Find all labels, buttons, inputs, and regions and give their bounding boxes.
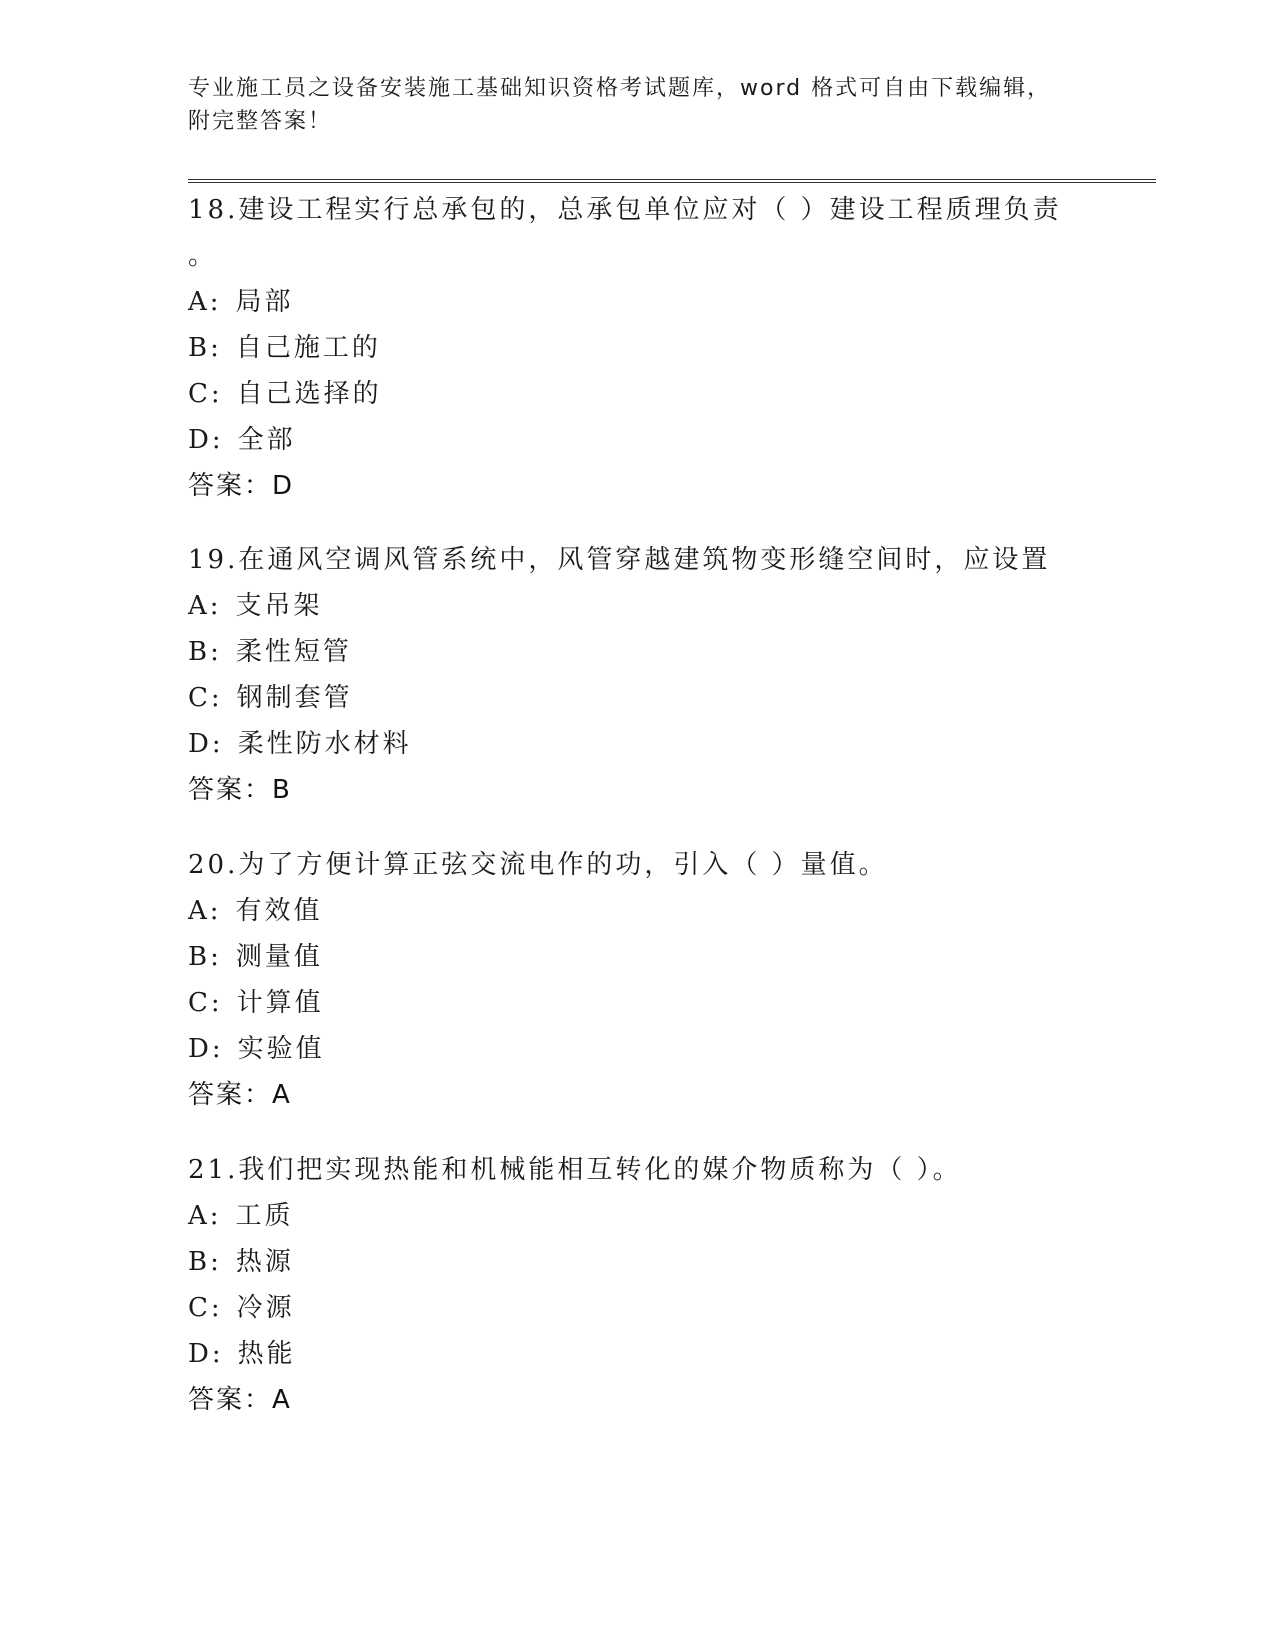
option-text: 支吊架 [235, 591, 323, 621]
option-d [188, 721, 1088, 767]
option-text: 实验值 [237, 1034, 325, 1064]
option-letter: A: [188, 287, 222, 317]
answer-label: 答案：A [188, 1080, 292, 1110]
option-letter: B: [188, 942, 222, 972]
option-letter: B: [188, 1247, 222, 1277]
option-letter: B: [188, 637, 222, 667]
option-d [188, 1331, 1088, 1377]
option-d [188, 417, 1088, 463]
question-stem: 18.建设工程实行总承包的，总承包单位应对（ ）建设工程质理负责 [188, 195, 1062, 225]
option-text: 热能 [237, 1339, 296, 1369]
option-text: 冷源 [236, 1293, 295, 1323]
question-21 [188, 1147, 1088, 1423]
question-stem: 21.我们把实现热能和机械能相互转化的媒介物质称为（ ）。 [188, 1155, 962, 1185]
option-letter: B: [188, 333, 222, 363]
option-letter: C: [188, 683, 223, 713]
option-letter: A: [188, 591, 222, 621]
option-letter: A: [188, 896, 222, 926]
option-a [188, 1193, 1088, 1239]
option-text: 钢制套管 [236, 683, 353, 713]
option-d [188, 1026, 1088, 1072]
option-text: 测量值 [235, 942, 323, 972]
option-text: 工质 [235, 1201, 294, 1231]
answer-label: 答案：D [188, 471, 295, 501]
option-text: 自己施工的 [235, 333, 381, 363]
header-line-2: 附完整答案！ [188, 109, 333, 134]
option-letter: C: [188, 1293, 223, 1323]
header-divider [188, 179, 1156, 183]
question-stem: 19.在通风空调风管系统中，风管穿越建筑物变形缝空间时，应设置 [188, 545, 1051, 575]
question-19 [188, 537, 1088, 813]
option-b [188, 629, 1088, 675]
option-letter: C: [188, 379, 223, 409]
option-text: 全部 [237, 425, 296, 455]
answer-label: 答案：B [188, 775, 292, 805]
option-text: 柔性短管 [235, 637, 352, 667]
header-line-1: 专业施工员之设备安装施工基础知识资格考试题库，word 格式可自由下载编辑， [188, 76, 1052, 101]
option-letter: D: [188, 425, 224, 455]
option-c [188, 980, 1088, 1026]
option-a [188, 583, 1088, 629]
question-20 [188, 842, 1088, 1118]
option-b [188, 934, 1088, 980]
option-letter: D: [188, 729, 224, 759]
option-letter: A: [188, 1201, 222, 1231]
option-a [188, 279, 1088, 325]
option-text: 有效值 [235, 896, 323, 926]
option-text: 热源 [235, 1247, 294, 1277]
option-text: 自己选择的 [236, 379, 382, 409]
option-a [188, 888, 1088, 934]
document-header [188, 72, 1088, 138]
question-18 [188, 187, 1088, 509]
option-c [188, 371, 1088, 417]
option-b [188, 325, 1088, 371]
option-text: 局部 [235, 287, 294, 317]
option-b [188, 1239, 1088, 1285]
question-stem: 20.为了方便计算正弦交流电作的功，引入（ ）量值。 [188, 850, 888, 880]
question-stem-continued: 。 [188, 241, 215, 271]
option-letter: D: [188, 1034, 224, 1064]
option-c [188, 675, 1088, 721]
option-letter: D: [188, 1339, 224, 1369]
answer-label: 答案：A [188, 1385, 292, 1415]
option-text: 柔性防水材料 [237, 729, 412, 759]
option-c [188, 1285, 1088, 1331]
option-text: 计算值 [236, 988, 324, 1018]
option-letter: C: [188, 988, 223, 1018]
